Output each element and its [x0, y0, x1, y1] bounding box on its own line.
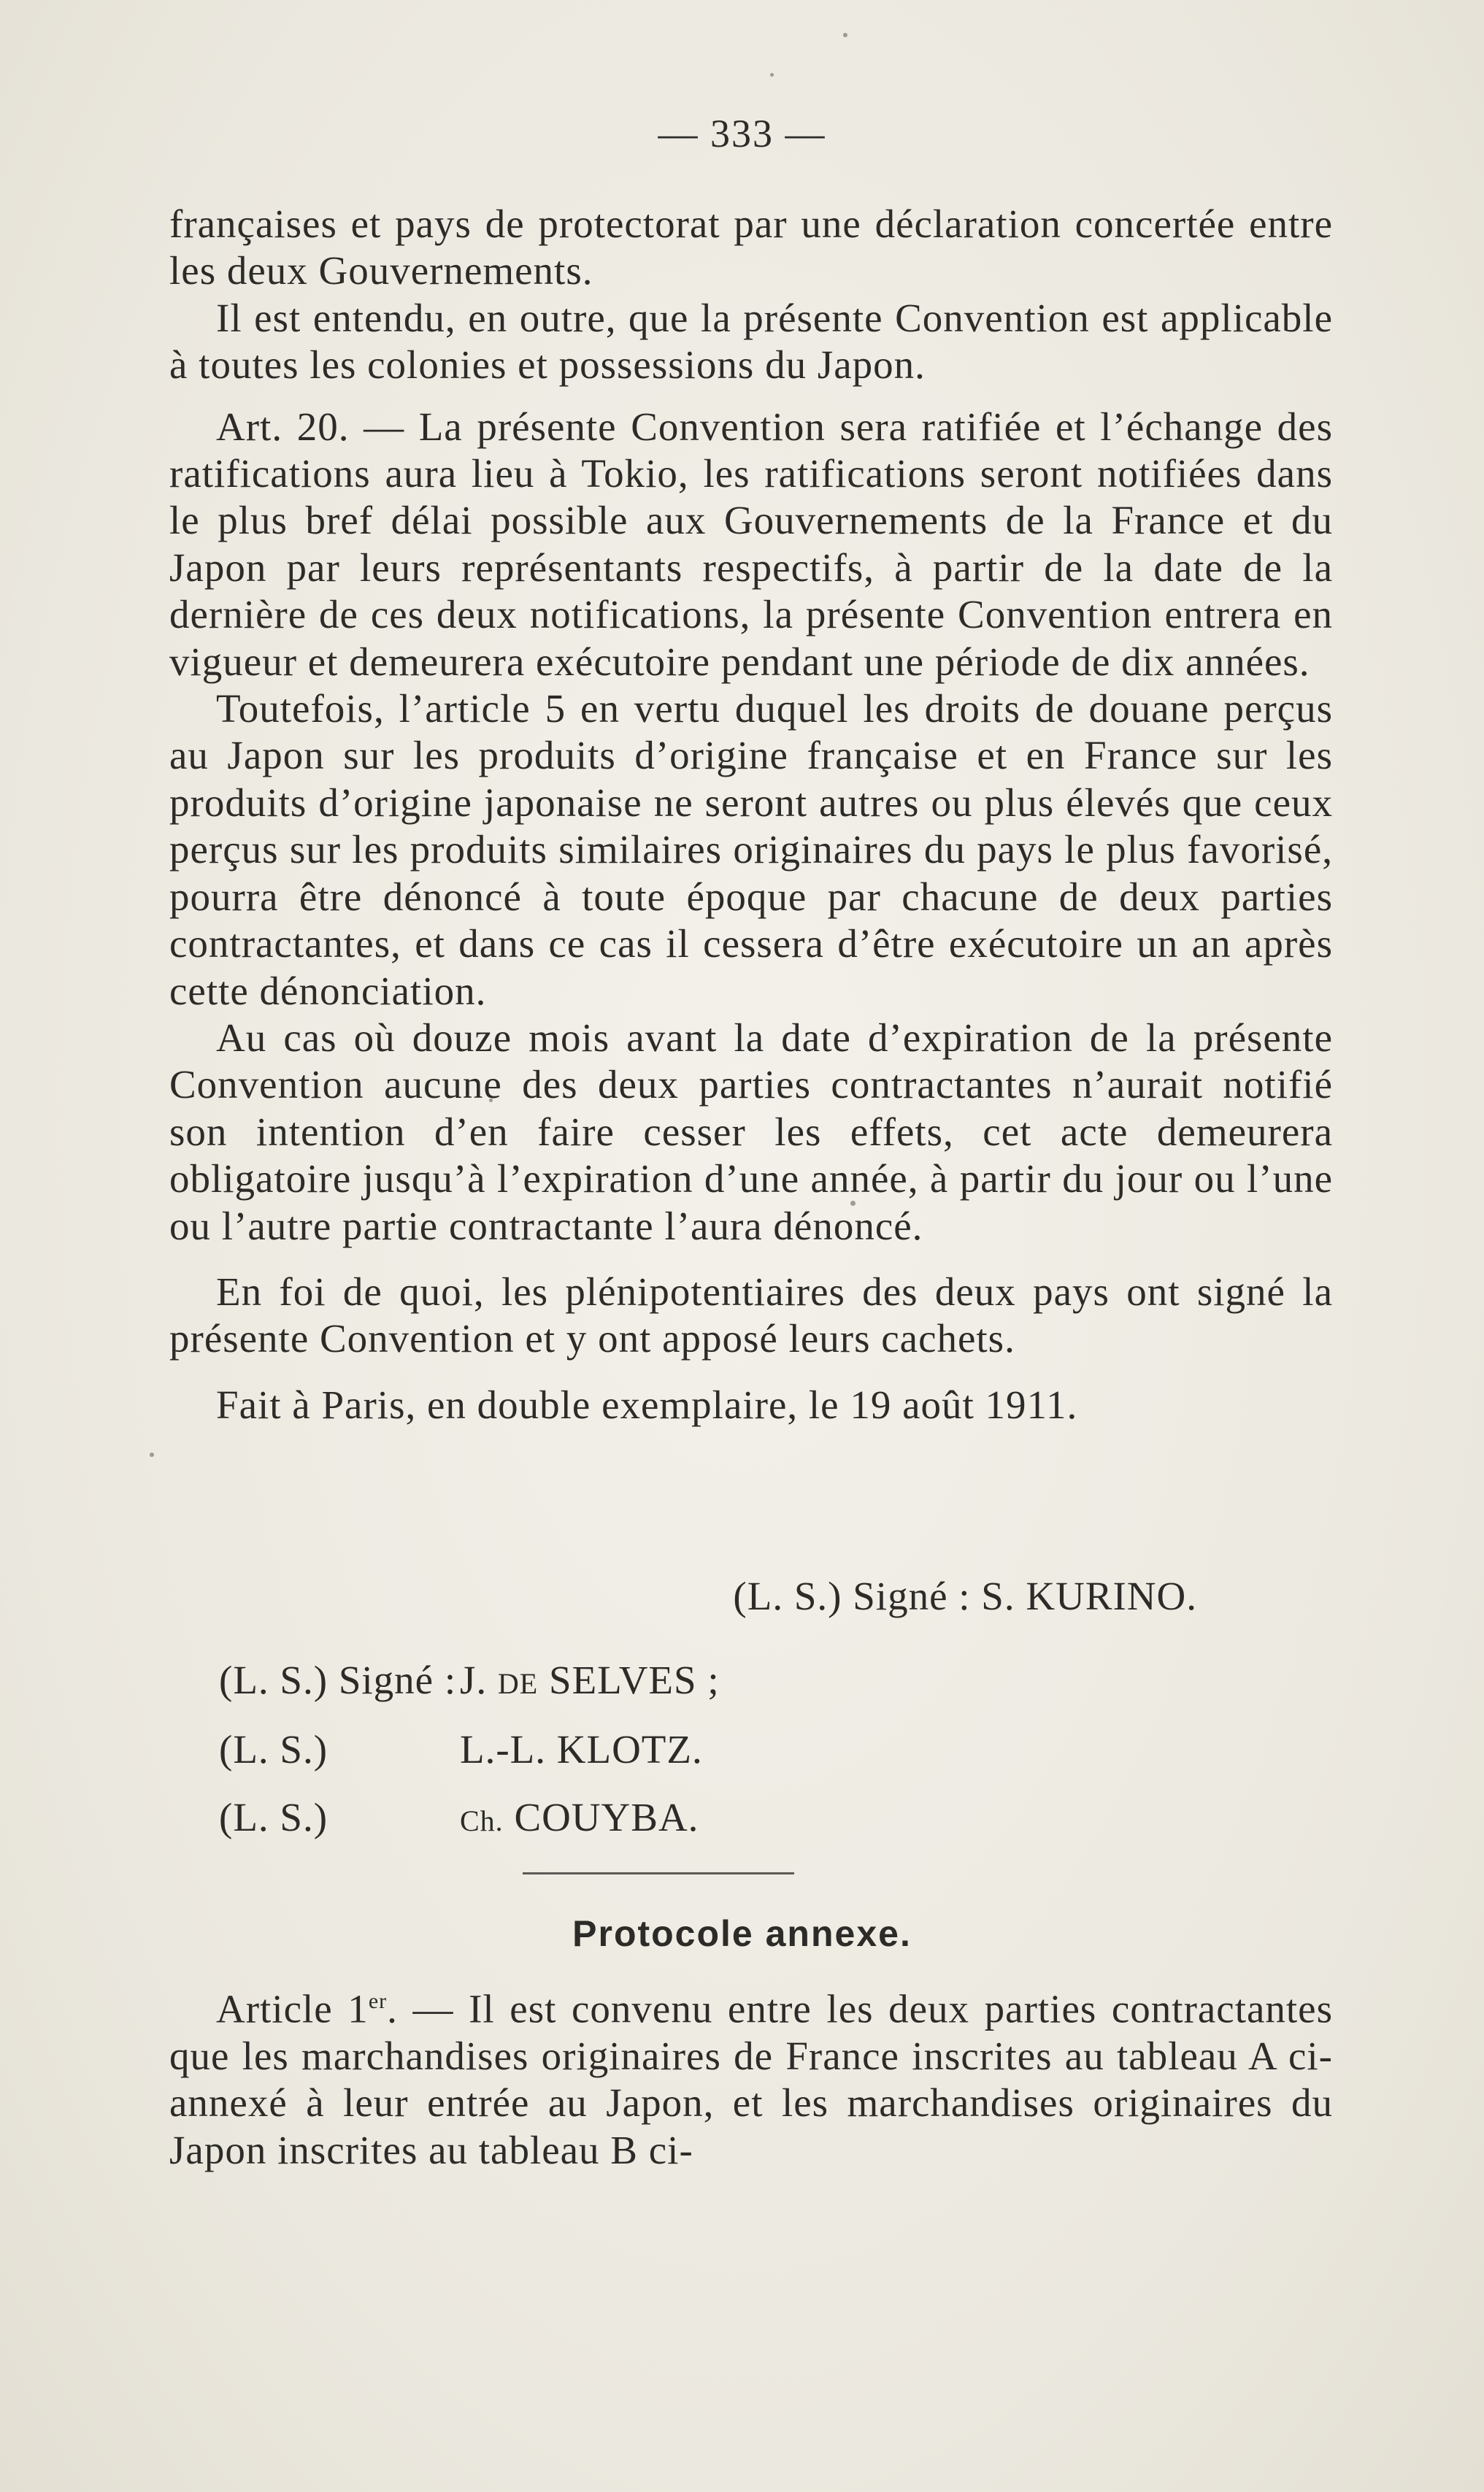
- paragraph: [169, 1978, 1333, 2174]
- signature-japan: (L. S.) Signé : S. KURINO.: [733, 1574, 1197, 1618]
- paragraph: Fait à Paris, en double exemplaire, le 19 août 1911.: [216, 1382, 1078, 1427]
- seal-label: (L. S.): [219, 1727, 328, 1772]
- paragraph: Toutefois, l’article 5 en vertu duquel les droits de douane perçus au Japon sur les produits d’origine française et en France sur les produits d’origine japonaise ne seront autres ou plus élevés que ceux perçus sur les produits similaires originaires du pays le plus favorisé, pourra être dénoncé à toute époque par chacune de deux parties contractantes, et dans ce cas il cessera d’être exécutoire un an après cette dénonciation.: [169, 686, 1333, 1013]
- paper-speck: [770, 73, 774, 77]
- paper-speck: [843, 33, 847, 37]
- signatory-particle: Ch.: [460, 1804, 504, 1837]
- seal-label: (L. S.) Signé :: [219, 1658, 457, 1702]
- signatory-name: L.-L. KLOTZ.: [460, 1727, 703, 1772]
- paper-speck: [150, 1453, 154, 1457]
- article-ordinal: er: [368, 1989, 388, 2013]
- paragraph: Au cas où douze mois avant la date d’expiration de la présente Convention aucune des deux parties contractantes n’aurait notifié son intention d’en faire cesser les effets, cet acte demeurera obligatoire jusqu’à l’expiration d’une année, à partir du jour ou l’une ou l’autre partie contractante l’aura dénoncé.: [169, 1015, 1333, 1248]
- article-label: Article 1: [216, 1986, 369, 2031]
- page-number: — 333 —: [658, 112, 826, 155]
- protocol-title: Protocole annexe.: [572, 1913, 912, 1954]
- signatory-name: SELVES ;: [548, 1658, 720, 1702]
- paragraph: françaises et pays de protectorat par une déclaration concertée entre les deux Gouvernements.: [169, 201, 1333, 293]
- signatory-particle: DE: [497, 1667, 539, 1700]
- protocol-article: [169, 1978, 1333, 2174]
- signatory-name: COUYBA.: [514, 1795, 699, 1839]
- signature-france: [219, 1726, 703, 1772]
- seal-label: (L. S.): [219, 1795, 328, 1839]
- section-divider: [523, 1872, 794, 1874]
- paragraph: En foi de quoi, les plénipotentiaires des deux pays ont signé la présente Convention et y ont apposé leurs cachets.: [169, 1269, 1333, 1361]
- article-text: . — Il est convenu entre les deux parties contractantes que les marchandises originaires de France inscrites au tableau A ci-annexé à leur entrée au Japon, et les marchandises originaires du Japon inscrites au tableau B ci-: [169, 1986, 1333, 2172]
- paragraph: Il est entendu, en outre, que la présente Convention est applicable à toutes les colonies et possessions du Japon.: [169, 295, 1333, 388]
- signatory-prefix: J.: [460, 1658, 488, 1702]
- signature-france: [219, 1794, 699, 1840]
- signature-france: [219, 1657, 720, 1703]
- body-text: [169, 201, 1333, 1428]
- paragraph: Art. 20. — La présente Convention sera ratifiée et l’échange des ratifications aura lieu à Tokio, les ratifications seront notifiées dans le plus bref délai possible aux Gouvernements de la France et du Japon par leurs représentants respectifs, à partir de la date de la dernière de ces deux notifications, la présente Convention entrera en vigueur et demeurera exécutoire pendant une période de dix années.: [169, 404, 1333, 684]
